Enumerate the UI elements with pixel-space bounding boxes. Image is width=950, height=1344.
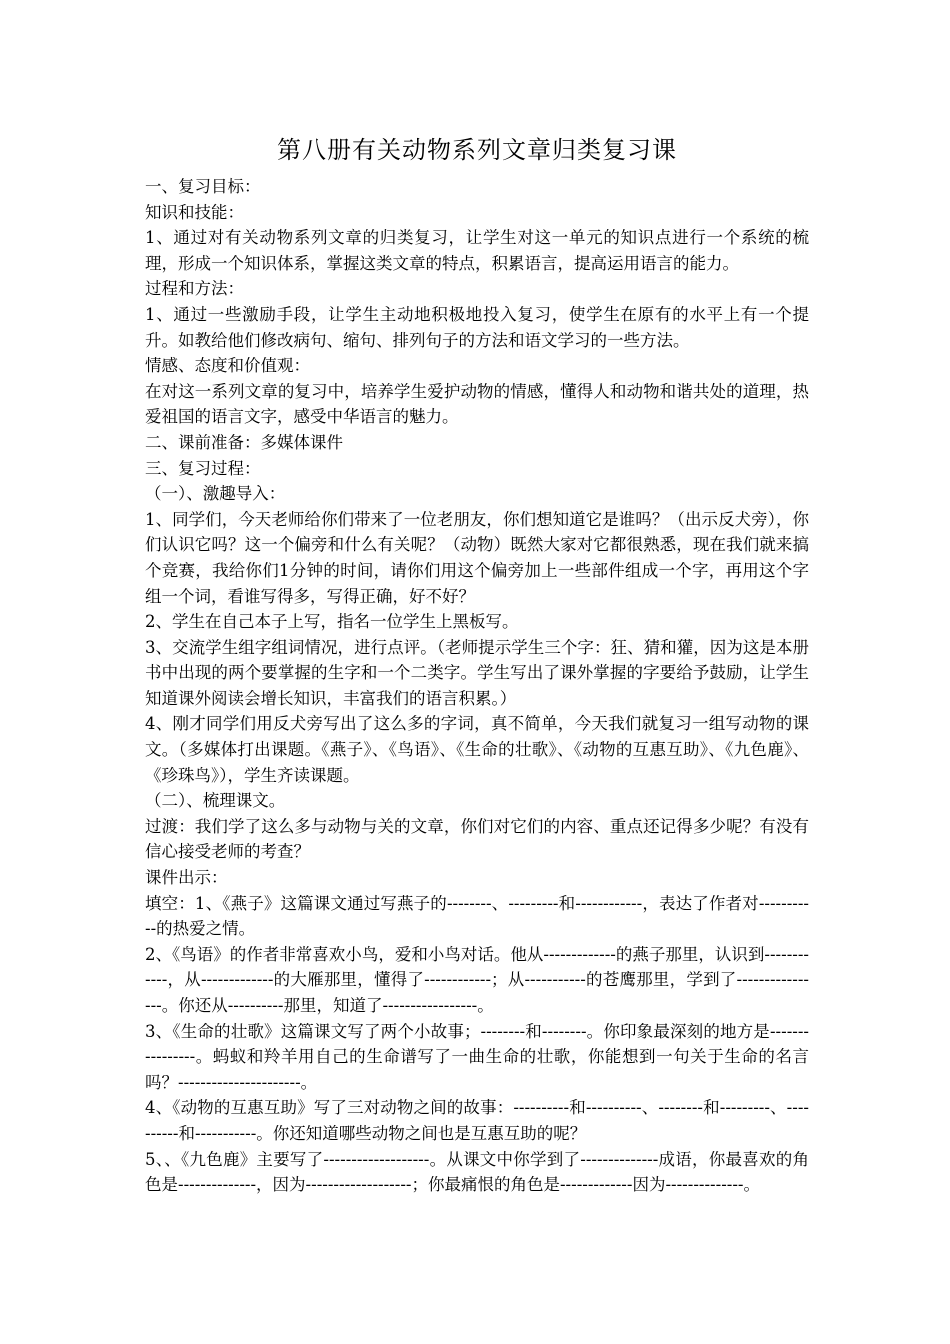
fill-in-item-2: 2、《鸟语》的作者非常喜欢小鸟，爱和小鸟对话。他从-------------的燕子那里，认识到------------，从-------------的大雁那里，懂得了------------；从-----------的苍鹰那里，学到了----------------。你还从----------那里，知道了-----------------。 bbox=[145, 944, 809, 1015]
paragraph-intro-3: 3、交流学生组字组词情况，进行点评。（老师提示学生三个字：狂、猜和獾，因为这是本册书中出现的两个要掌握的生字和一个二类字。学生写出了课外掌握的字要给予鼓励，让学生知道课外阅读会增长知识，丰富我们的语言积累。） bbox=[145, 637, 809, 708]
fill-in-item-4: 4、《动物的互惠互助》写了三对动物之间的故事：----------和----------、--------和---------、----------和-----------。你还知道哪些动物之间也是互惠互助的呢？ bbox=[145, 1098, 809, 1143]
fill-in-item-3: 3、《生命的壮歌》这篇课文写了两个小故事；--------和--------。你印象最深刻的地方是----------------。蚂蚁和羚羊用自己的生命谱写了一曲生命的壮歌，你能想到一句关于生命的名言吗？----------------------。 bbox=[145, 1021, 809, 1092]
section-heading-goals: 一、复习目标： bbox=[145, 177, 261, 196]
section-heading-preparation: 二、课前准备：多媒体课件 bbox=[145, 432, 343, 452]
document-page bbox=[145, 130, 809, 1198]
subheading-process-methods: 过程和方法： bbox=[145, 279, 244, 299]
label-courseware: 课件出示： bbox=[145, 868, 228, 888]
subheading-review-texts: （二）、梳理课文。 bbox=[145, 791, 286, 811]
paragraph-transition: 过渡：我们学了这么多与动物与关的文章，你们对它们的内容、重点还记得多少呢？有没有信心接受老师的考查？ bbox=[145, 816, 809, 862]
paragraph-emotion-values: 在对这一系列文章的复习中，培养学生爱护动物的情感，懂得人和动物和谐共处的道理，热爱祖国的语言文字，感受中华语言的魅力。 bbox=[145, 381, 809, 427]
paragraph-intro-2: 2、学生在自己本子上写，指名一位学生上黑板写。 bbox=[145, 612, 519, 632]
paragraph-knowledge-skills: 1、通过对有关动物系列文章的归类复习，让学生对这一单元的知识点进行一个系统的梳理，形成一个知识体系，掌握这类文章的特点，积累语言，提高运用语言的能力。 bbox=[145, 228, 809, 273]
subheading-introduction: （一）、激趣导入： bbox=[145, 484, 286, 504]
fill-in-item-5: 5、、《九色鹿》主要写了-------------------。从课文中你学到了--------------成语，你最喜欢的角色是--------------，因为-------------------；你最痛恨的角色是-------------因为--------------。 bbox=[145, 1149, 809, 1195]
subheading-knowledge-skills: 知识和技能： bbox=[145, 202, 244, 222]
paragraph-process-methods: 1、通过一些激励手段，让学生主动地积极地投入复习，使学生在原有的水平上有一个提升。如教给他们修改病句、缩句、排列句子的方法和语文学习的一些方法。 bbox=[145, 304, 809, 350]
subheading-emotion-values: 情感、态度和价值观： bbox=[145, 356, 310, 376]
page-title: 第八册有关动物系列文章归类复习课 bbox=[277, 136, 677, 164]
paragraph-intro-1: 1、同学们，今天老师给你们带来了一位老朋友，你们想知道它是谁吗？（出示反犬旁），你们认识它吗？这一个偏旁和什么有关呢？（动物）既然大家对它都很熟悉，现在我们就来搞个竞赛，我给你们1分钟的时间，请你们用这个偏旁加上一些部件组成一个字，再用这个字组一个词，看谁写得多，写得正确，好不好？ bbox=[145, 509, 809, 606]
paragraph-intro-4: 4、刚才同学们用反犬旁写出了这么多的字词，真不简单，今天我们就复习一组写动物的课文。（多媒体打出课题。《燕子》、《鸟语》、《生命的壮歌》、《动物的互惠互助》、《九色鹿》、《珍珠鸟》），学生齐读课题。 bbox=[145, 714, 809, 785]
fill-in-item-1: 填空：1、《燕子》这篇课文通过写燕子的--------、---------和------------，表达了作者对-----------的热爱之情。 bbox=[145, 893, 809, 939]
section-heading-process: 三、复习过程： bbox=[145, 458, 261, 478]
